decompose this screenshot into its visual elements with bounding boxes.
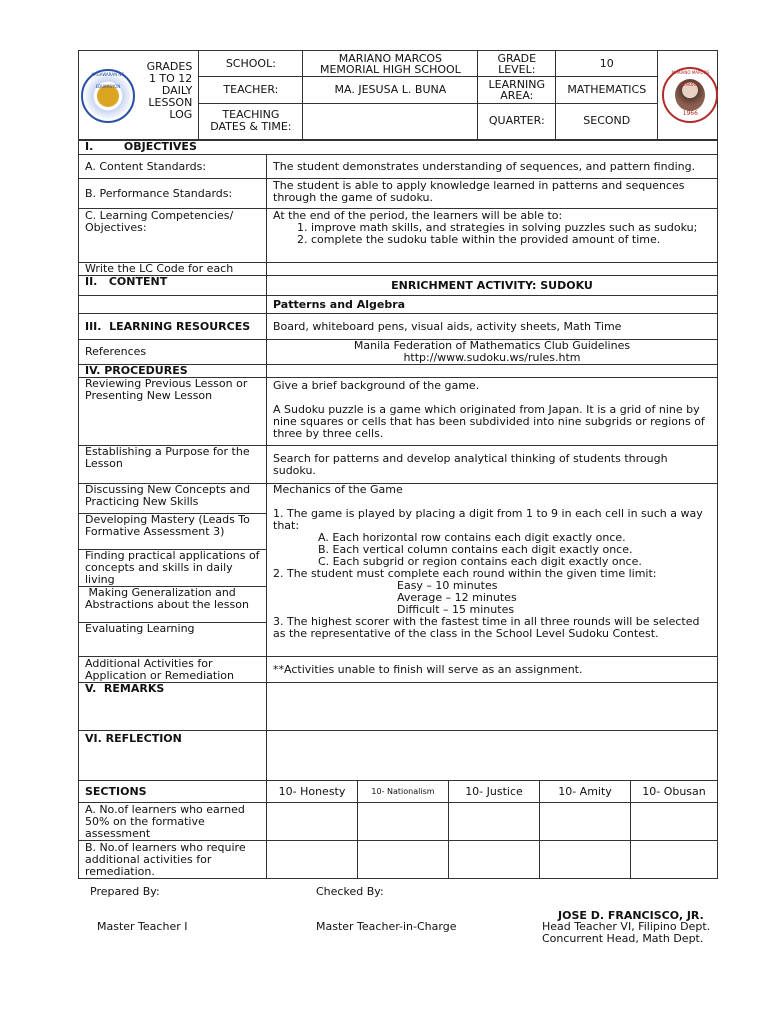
competency-item: 2. complete the sudoku table within the provided amount of time. [311,234,711,246]
competencies-intro: At the end of the period, the learners will be able to: [273,209,563,222]
reference-item: Manila Federation of Mathematics Club Guidelines [353,339,631,352]
deped-seal [81,69,135,123]
time-item: Average – 12 minutes [397,591,517,604]
mechanics-rule: 2. The student must complete each round within the given time limit: [273,567,657,580]
prepared-by-label: Prepared By: [90,885,160,898]
section-name: 10- Amity [540,781,631,803]
deped-seal-text: KAGAWARAN NG EDUKASYON [91,72,125,89]
quarter-label: QUARTER: [478,103,556,139]
performance-standards-value: The student is able to apply knowledge learned in patterns and sequences through the game of sudoku. [267,179,718,209]
school-label: SCHOOL: [199,51,303,77]
content-sub-value: Patterns and Algebra [267,296,718,314]
section-name: 10- Honesty [267,781,358,803]
mechanics-rule: 3. The highest scorer with the fastest time in all three rounds will be selected as the representative of the class in the School Level Sudoku Contest. [273,615,700,640]
section-name: 10- Nationalism [358,781,449,803]
header-block [78,50,718,140]
content-heading: II. CONTENT [79,276,267,296]
lc-code-label: Write the LC Code for each [79,263,267,276]
procedures-heading: IV. PROCEDURES [79,365,267,378]
learners-passed-label: A. No.of learners who earned 50% on the formative assessment [79,803,267,841]
rule-item: A. Each horizontal row contains each digit exactly once. [318,531,626,544]
daily-lesson-log-title: GRADES 1 TO 12 DAILY LESSON LOG [146,60,193,121]
mastery-label: Developing Mastery (Leads To Formative Assessment 3) [79,514,267,550]
grade-label: GRADE LEVEL: [478,51,556,77]
content-sub-label [79,296,267,314]
checked-by-label: Checked By: [316,885,384,898]
references-label: References [79,340,267,365]
school-seal-cell [658,51,718,140]
discuss-label: Discussing New Concepts and Practicing New Skills [79,484,267,514]
mechanics-title: Mechanics of the Game [273,483,403,496]
learners-remediation-cell[interactable] [631,841,718,879]
section-name: 10- Justice [449,781,540,803]
learners-passed-cell[interactable] [449,803,540,841]
lc-code-value [267,263,718,276]
remarks-heading: V. REMARKS [79,683,267,731]
review-label: Reviewing Previous Lesson or Presenting New Lesson [79,378,267,446]
sections-heading: SECTIONS [79,781,267,803]
references-value [267,340,718,365]
review-value [267,378,718,446]
mechanics-value [267,484,718,657]
learners-remediation-cell[interactable] [540,841,631,879]
head-teacher-role: Head Teacher VI, Filipino Dept. [542,920,711,933]
time-item: Difficult – 15 minutes [397,603,515,616]
review-text: Give a brief background of the game. [273,379,480,392]
learners-remediation-label: B. No.of learners who require additional activities for remediation. [79,841,267,879]
reflection-value [267,731,718,781]
area-value: MATHEMATICS [556,77,658,103]
rule-item: C. Each subgrid or region contains each digit exactly once. [318,555,642,568]
additional-label: Additional Activities for Application or Remediation [79,657,267,683]
generalization-label: Making Generalization and Abstractions about the lesson [79,587,267,623]
additional-value: **Activities unable to finish will serve as an assignment. [267,657,718,683]
mechanics-rule: 1. The game is played by placing a digit from 1 to 9 in each cell in such a way that: [273,507,703,532]
lesson-log-table [78,140,718,879]
header-title-cell [79,51,199,140]
competencies-list [273,222,711,246]
content-standards-value: The student demonstrates understanding of sequences, and pattern finding. [267,155,718,179]
grade-value: 10 [556,51,658,77]
review-text: A Sudoku puzzle is a game which originated from Japan. It is a grid of nine by nine squares or cells that has been subdivided into nine subgrids or regions of three by three cells. [273,403,705,440]
competencies-value [267,209,718,263]
reflection-heading: VI. REFLECTION [79,731,267,781]
reference-link[interactable]: http://www.sudoku.ws/rules.htm [403,351,581,364]
checked-role: Master Teacher-in-Charge [316,920,457,933]
school-seal-text: MARIANO MARCOS MEMORIAL [671,70,710,87]
dates-label: TEACHING DATES & TIME: [199,103,303,139]
learners-passed-cell[interactable] [358,803,449,841]
area-label: LEARNING AREA: [478,77,556,103]
teacher-label: TEACHER: [199,77,303,103]
performance-standards-label: B. Performance Standards: [79,179,267,209]
learners-remediation-cell[interactable] [267,841,358,879]
prepared-role: Master Teacher I [97,920,188,933]
content-standards-label: A. Content Standards: [79,155,267,179]
school-seal [662,67,718,123]
learners-passed-cell[interactable] [267,803,358,841]
purpose-label: Establishing a Purpose for the Lesson [79,446,267,484]
content-value: ENRICHMENT ACTIVITY: SUDOKU [267,276,718,296]
teacher-value: MA. JESUSA L. BUNA [303,77,478,103]
section-name: 10- Obusan [631,781,718,803]
resources-heading: III. LEARNING RESOURCES [79,314,267,340]
school-seal-year: 1966 [682,110,698,117]
resources-value: Board, whiteboard pens, visual aids, activity sheets, Math Time [267,314,718,340]
competencies-label: C. Learning Competencies/ Objectives: [79,209,267,263]
learners-remediation-cell[interactable] [358,841,449,879]
rule-item: B. Each vertical column contains each digit exactly once. [318,543,633,556]
competency-item: 1. improve math skills, and strategies in solving puzzles such as sudoku; [311,222,711,234]
time-item: Easy – 10 minutes [397,579,498,592]
learners-passed-cell[interactable] [631,803,718,841]
school-value: MARIANO MARCOS MEMORIAL HIGH SCHOOL [303,51,478,77]
head-teacher-name: JOSE D. FRANCISCO, JR. [558,909,704,922]
practical-label: Finding practical applications of concepts and skills in daily living [79,550,267,587]
head-teacher-role: Concurrent Head, Math Dept. [542,932,704,945]
evaluating-label: Evaluating Learning [79,623,267,657]
dates-value [303,103,478,139]
purpose-value: Search for patterns and develop analytical thinking of students through sudoku. [267,446,718,484]
learners-passed-cell[interactable] [540,803,631,841]
remarks-value [267,683,718,731]
quarter-value: SECOND [556,103,658,139]
learners-remediation-cell[interactable] [449,841,540,879]
objectives-heading: I. OBJECTIVES [79,141,718,155]
